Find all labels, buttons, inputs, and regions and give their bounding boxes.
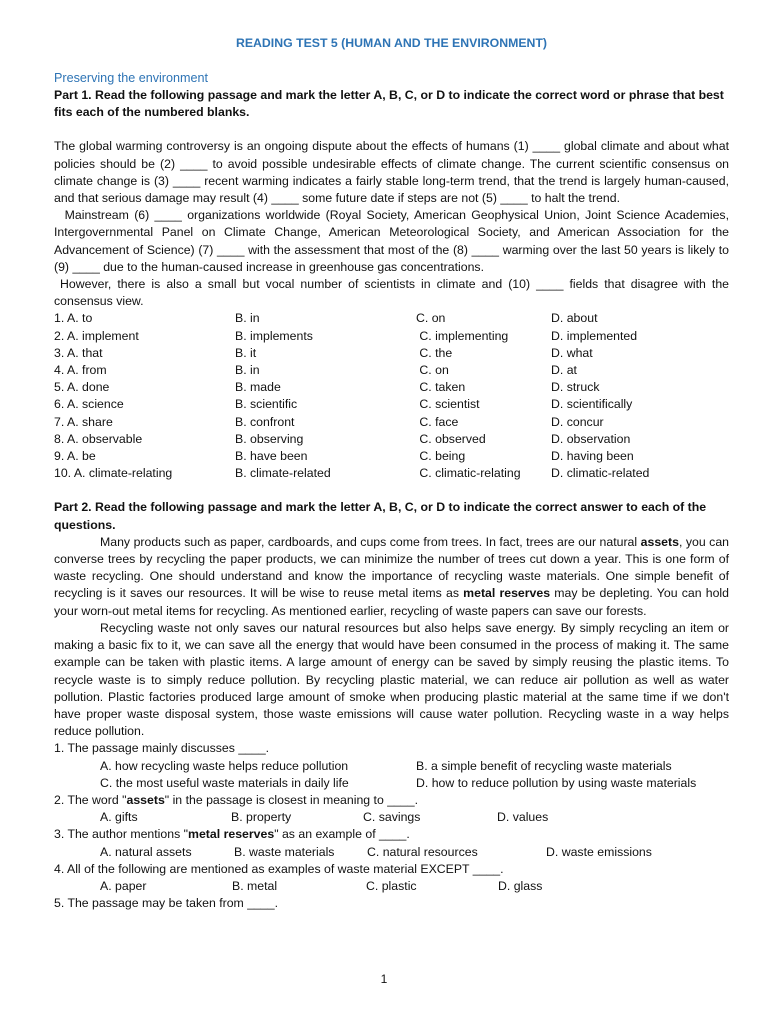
option-a: 2. A. implement (54, 328, 139, 343)
part1-options (54, 310, 729, 482)
option-c: C. natural resources (367, 844, 478, 859)
option-row (54, 310, 729, 327)
question-3-options (54, 844, 729, 861)
option-row (54, 396, 729, 413)
part1-paragraph-1: The global warming controversy is an ongoing dispute about the effects of humans (1) ____ global climate and about what policies should be (2) ____ to avoid possible undesirable effects of climate change. The current scientific consensus on climate change is (3) ____ recent warming indicates a fairly stable long-term trend, that the trend is largely human-caused, and that serious damage may result (4) ____ some future date if steps are not (5) ____ to halt the trend. (54, 139, 729, 206)
option-a: A. how recycling waste helps reduce pollution (100, 758, 349, 773)
option-c: C. taken (416, 380, 466, 395)
page-number: 1 (380, 972, 388, 986)
option-c: C. on (416, 363, 449, 378)
option-a: A. paper (100, 878, 147, 893)
part1-heading: Part 1. Read the following passage and mark the letter A, B, C, or D to indicate the correct word or phrase that best fits each of the numbered blanks. (54, 88, 724, 120)
option-a: 5. A. done (54, 380, 110, 395)
option-d: D. concur (551, 414, 604, 429)
option-a: 7. A. share (54, 414, 113, 429)
option-b: B. it (235, 345, 257, 360)
question-2: 2. The word "assets" in the passage is closest in meaning to ____. (54, 792, 418, 807)
option-d: D. values (497, 810, 549, 825)
option-b: B. property (231, 810, 292, 825)
question-3: 3. The author mentions "metal reserves" as an example of ____. (54, 827, 410, 842)
option-d: D. implemented (551, 328, 638, 343)
option-d: D. having been (551, 449, 634, 464)
option-a: 6. A. science (54, 397, 124, 412)
part2-paragraph-1: Many products such as paper, cardboards, and cups come from trees. In fact, trees are our natural assets, you can converse trees by recycling the paper products, we can minimize the number of trees cut down a year. This is one form of waste recycling. One should understand and know the importance of recycling waste materials. One simple benefit of recycling is it saves our resources. It will be wise to reuse metal items as metal reserves may be depleting. You can hold your worn-out metal items for recycling. As mentioned earlier, recycling of waste papers can save our forests. (54, 534, 729, 618)
option-row (54, 465, 729, 482)
option-b: B. confront (235, 414, 295, 429)
option-d: D. observation (551, 431, 631, 446)
option-a: 4. A. from (54, 363, 107, 378)
option-c: C. implementing (416, 328, 509, 343)
option-row (54, 379, 729, 396)
option-c: C. plastic (366, 878, 417, 893)
question-4-options (54, 878, 729, 895)
option-a: 3. A. that (54, 345, 103, 360)
part1-paragraph-3: However, there is also a small but vocal number of scientists in climate and (10) ____ fields that disagree with the consensus view. (54, 277, 733, 309)
option-c: C. face (416, 414, 459, 429)
option-b: B. a simple benefit of recycling waste materials (416, 758, 672, 773)
question-1-options (54, 758, 729, 775)
option-row (54, 448, 729, 465)
option-a: 8. A. observable (54, 431, 143, 446)
option-b: B. in (235, 363, 260, 378)
option-row (54, 414, 729, 431)
option-b: B. in (235, 311, 260, 326)
option-b: B. observing (235, 431, 304, 446)
option-c: C. savings (363, 810, 421, 825)
option-b: B. metal (232, 878, 278, 893)
question-1-options (54, 775, 729, 792)
question-2-options (54, 809, 729, 826)
question-1: 1. The passage mainly discusses ____. (54, 741, 270, 756)
option-d: D. waste emissions (546, 844, 652, 859)
option-c: C. climatic-relating (416, 466, 521, 481)
part2-heading: Part 2. Read the following passage and mark the letter A, B, C, or D to indicate the correct answer to each of the questions. (54, 500, 707, 532)
page-title: READING TEST 5 (HUMAN AND THE ENVIRONMENT) (235, 36, 548, 50)
option-a: 9. A. be (54, 449, 96, 464)
option-d: D. what (551, 345, 593, 360)
option-a: 1. A. to (54, 311, 93, 326)
option-row (54, 328, 729, 345)
option-b: B. waste materials (234, 844, 335, 859)
option-d: D. how to reduce pollution by using waste materials (416, 775, 697, 790)
option-b: B. have been (235, 449, 308, 464)
document-page (54, 36, 733, 912)
option-c: C. the (416, 345, 453, 360)
part2-paragraph-2: Recycling waste not only saves our natural resources but also helps save energy. By simply recycling an item or making a basic fix to it, we can save all the energy that would have been consumed in the process of making it. The same example can be taken with plastic items. A large amount of energy can be saved by simply reusing the plastic items. To recycle waste is to simply reduce pollution. By recycling plastic material, we can reduce air pollution as well as water pollution. Plastic factories produced large amount of smoke when producing plastic material at the same time if we don't have proper waste disposal system, those waste emissions will cause water pollution. Recycling waste in a way helps reduce pollution. (54, 620, 729, 739)
option-c: C. the most useful waste materials in daily life (100, 775, 349, 790)
option-d: D. climatic-related (551, 466, 650, 481)
option-c: C. being (416, 449, 466, 464)
option-b: B. scientific (235, 397, 298, 412)
option-a: 10. A. climate-relating (54, 466, 173, 481)
option-d: D. glass (498, 878, 543, 893)
option-d: D. about (551, 311, 598, 326)
option-d: D. scientifically (551, 397, 633, 412)
option-c: C. observed (416, 431, 486, 446)
question-4: 4. All of the following are mentioned as examples of waste material EXCEPT ____. (54, 861, 504, 876)
option-b: B. implements (235, 328, 313, 343)
option-a: A. natural assets (100, 844, 192, 859)
part1-paragraph-2: Mainstream (6) ____ organizations worldwide (Royal Society, American Geophysical Union, Joint Science Academies, Intergovernmental Panel on Climate Change, American Meteorological Society, and American Association for the Advancement of Science) (7) ____ with the assessment that most of the (8) ____ warming over the last 50 years is likely to (9) ____ due to the human-caused increase in greenhouse gas concentrations. (54, 208, 733, 274)
option-row (54, 345, 729, 362)
question-5: 5. The passage may be taken from ____. (54, 896, 278, 911)
option-d: D. struck (551, 380, 600, 395)
option-c: C. on (416, 311, 446, 326)
option-a: A. gifts (100, 810, 138, 825)
option-d: D. at (551, 363, 577, 378)
option-c: C. scientist (416, 397, 480, 412)
option-row (54, 362, 729, 379)
section-subtitle: Preserving the environment (54, 71, 209, 85)
option-row (54, 431, 729, 448)
option-b: B. made (235, 380, 281, 395)
option-b: B. climate-related (235, 466, 331, 481)
